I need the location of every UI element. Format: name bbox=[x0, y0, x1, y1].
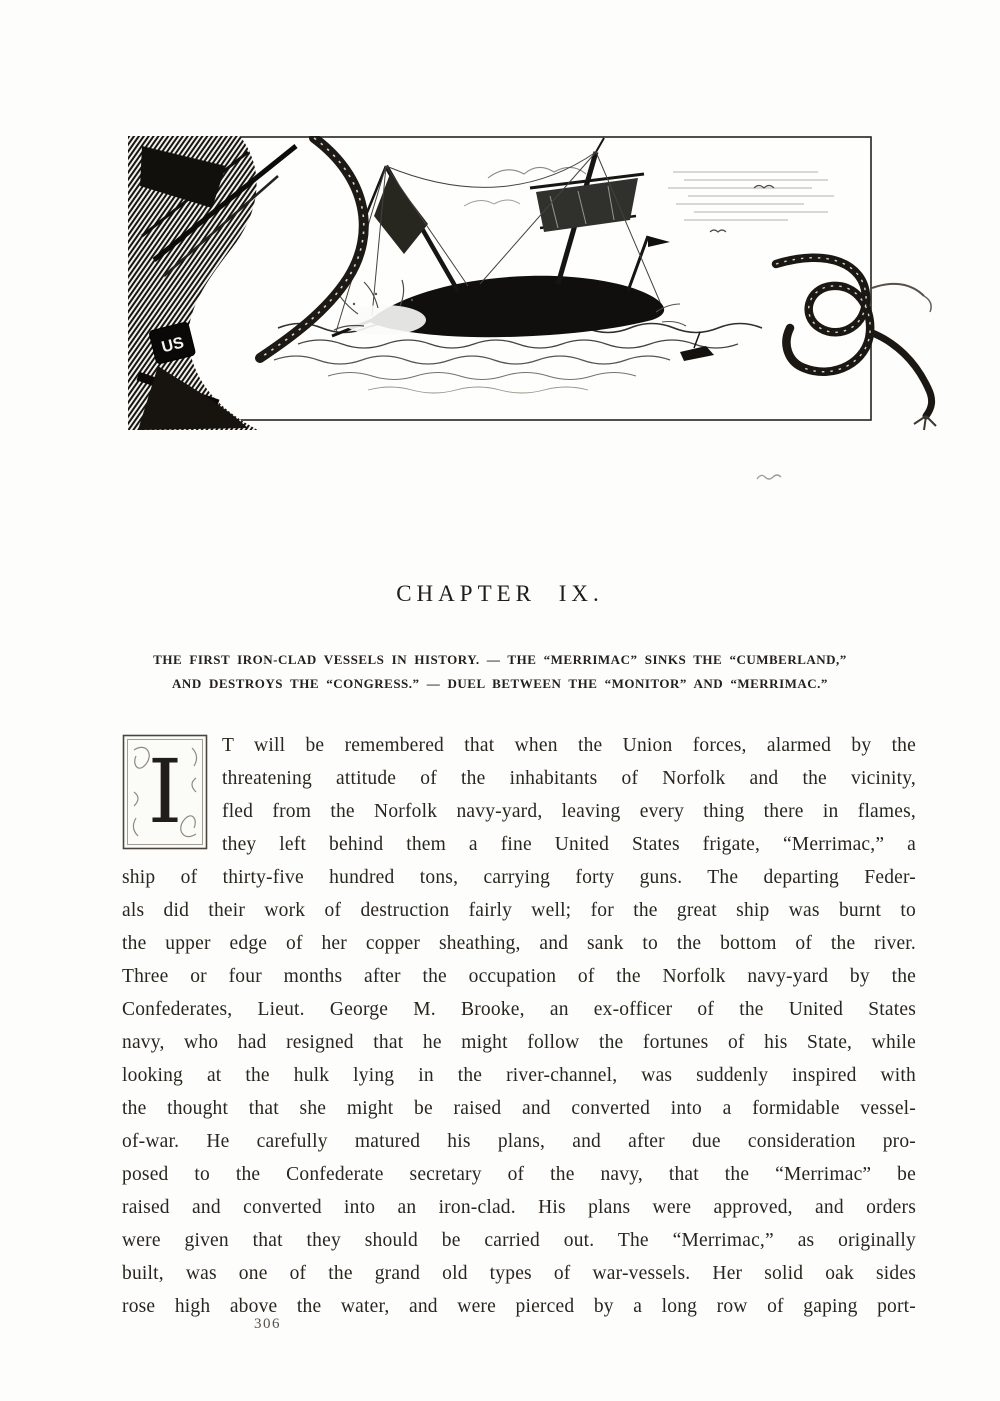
body-line: posed to the Confederate secretary of the navy, that the “Merrimac” be bbox=[122, 1164, 916, 1185]
body-line: raised and converted into an iron-clad. His plans were approved, and orders bbox=[122, 1197, 916, 1218]
body-line: ship of thirty-five hundred tons, carrying forty guns. The departing Feder- bbox=[122, 867, 916, 888]
body-line: Confederates, Lieut. George M. Brooke, an ex-officer of the United States bbox=[122, 999, 916, 1020]
printers-mark-icon bbox=[755, 471, 783, 483]
body-line: Three or four months after the occupation of the Norfolk navy-yard by the bbox=[122, 966, 916, 987]
subtitle-line-1: THE FIRST IRON-CLAD VESSELS IN HISTORY. — THE “MERRIMAC” SINKS THE “CUMBERLAND,” bbox=[153, 652, 847, 667]
sinking-ship-illustration bbox=[128, 136, 940, 438]
body-line: rose high above the water, and were pierced by a long row of gaping port- bbox=[122, 1296, 916, 1317]
subtitle-line-2: AND DESTROYS THE “CONGRESS.” — DUEL BETWEEN THE “MONITOR” AND “MERRIMAC.” bbox=[172, 676, 828, 691]
body-line: of-war. He carefully matured his plans, and after due consideration pro- bbox=[122, 1131, 916, 1152]
body-line: navy, who had resigned that he might follow the fortunes of his State, while bbox=[122, 1032, 916, 1053]
body-line: looking at the hulk lying in the river-channel, was suddenly inspired with bbox=[122, 1065, 916, 1086]
drop-cap bbox=[122, 734, 208, 850]
body-line: they left behind them a fine United States frigate, “Merrimac,” a bbox=[222, 834, 916, 855]
us-flag-label: US bbox=[160, 334, 186, 357]
chapter-subtitle bbox=[60, 648, 940, 696]
body-line: the upper edge of her copper sheathing, and sank to the bottom of the river. bbox=[122, 933, 916, 954]
body-line: the thought that she might be raised and converted into a formidable vessel- bbox=[122, 1098, 916, 1119]
body-line: als did their work of destruction fairly well; for the great ship was burnt to bbox=[122, 900, 916, 921]
body-line: T will be remembered that when the Union forces, alarmed by the bbox=[222, 735, 916, 756]
drop-cap-letter: I bbox=[147, 740, 183, 843]
body-line: threatening attitude of the inhabitants of Norfolk and the vicinity, bbox=[222, 768, 916, 789]
body-text bbox=[122, 729, 916, 1323]
body-line: fled from the Norfolk navy-yard, leaving every thing there in flames, bbox=[222, 801, 916, 822]
page-number: 306 bbox=[254, 1316, 281, 1332]
body-line: were given that they should be carried out. The “Merrimac,” as originally bbox=[122, 1230, 916, 1251]
body-line: built, was one of the grand old types of war-vessels. Her solid oak sides bbox=[122, 1263, 916, 1284]
chapter-heading: CHAPTER IX. bbox=[396, 581, 604, 606]
